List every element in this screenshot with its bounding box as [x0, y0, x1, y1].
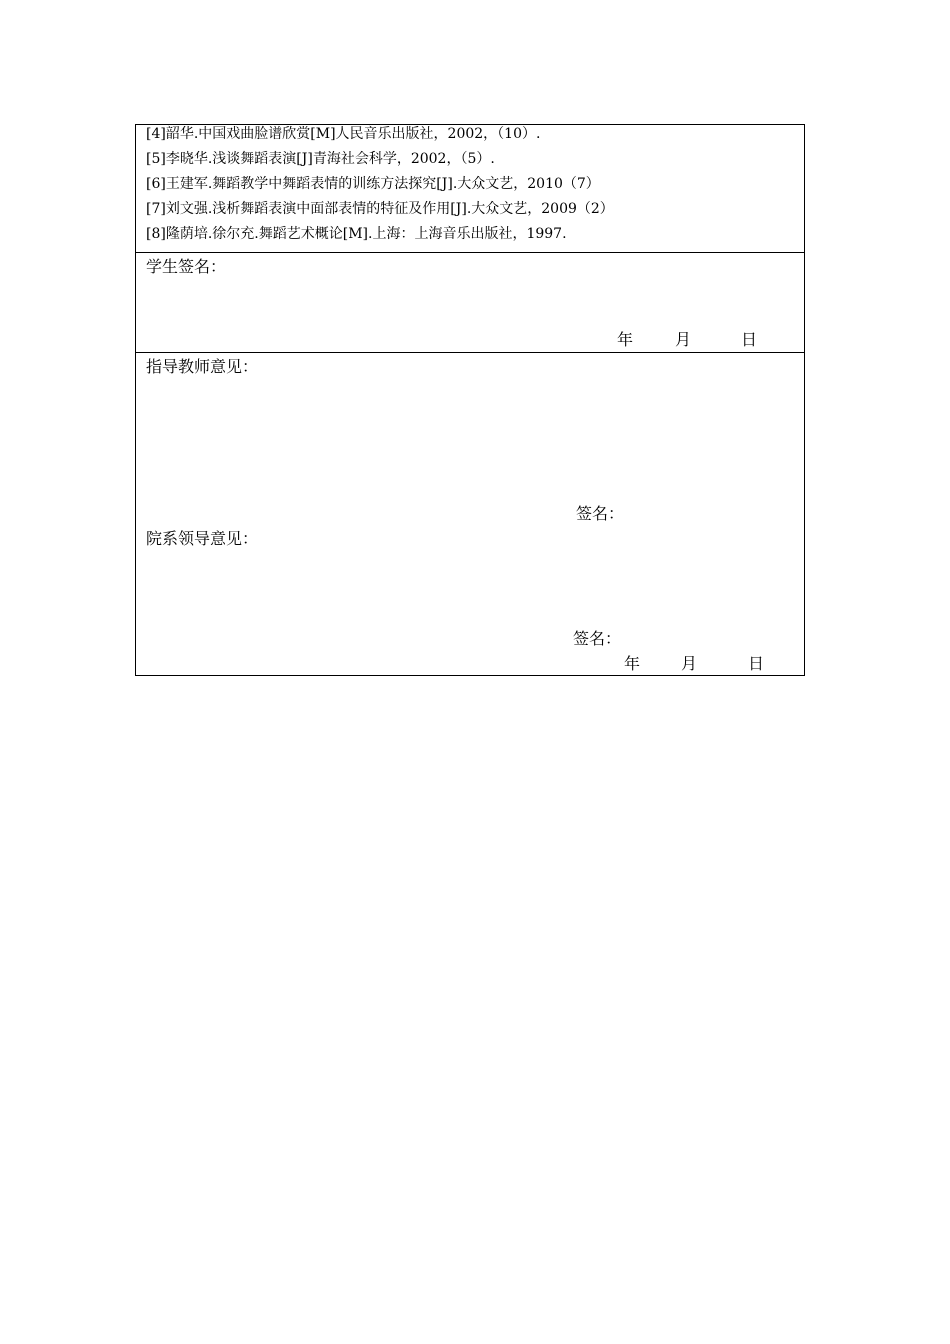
reference-item: [6]王建军.舞蹈教学中舞蹈表情的训练方法探究[J].大众文艺，2010（7）: [146, 176, 600, 192]
student-date-year: 年: [617, 330, 634, 349]
reference-item: [7]刘文强.浅析舞蹈表演中面部表情的特征及作用[J].大众文艺，2009（2）: [146, 201, 614, 217]
department-date-year: 年: [624, 654, 641, 673]
reference-item: [4]韶华.中国戏曲脸谱欣赏[M]人民音乐出版社，2002，（10）.: [146, 126, 541, 142]
advisor-signature-label: 签名：: [576, 504, 625, 523]
department-opinion-label: 院系领导意见：: [146, 529, 259, 548]
student-date-month: 月: [675, 330, 692, 349]
references-section: [136, 125, 804, 253]
student-date-day: 日: [741, 330, 758, 349]
department-date-day: 日: [748, 654, 765, 673]
reference-item: [8]隆荫培.徐尔充.舞蹈艺术概论[M].上海：上海音乐出版社，1997.: [146, 226, 567, 242]
opinions-section: [136, 353, 804, 675]
advisor-opinion-label: 指导教师意见：: [146, 357, 259, 376]
form-table: [135, 124, 805, 676]
reference-item: [5]李晓华.浅谈舞蹈表演[J]青海社会科学，2002，（5）.: [146, 151, 495, 167]
department-signature-label: 签名：: [573, 629, 622, 648]
department-date-month: 月: [681, 654, 698, 673]
student-signature-label: 学生签名：: [146, 257, 227, 276]
student-signature-section: [136, 253, 804, 353]
